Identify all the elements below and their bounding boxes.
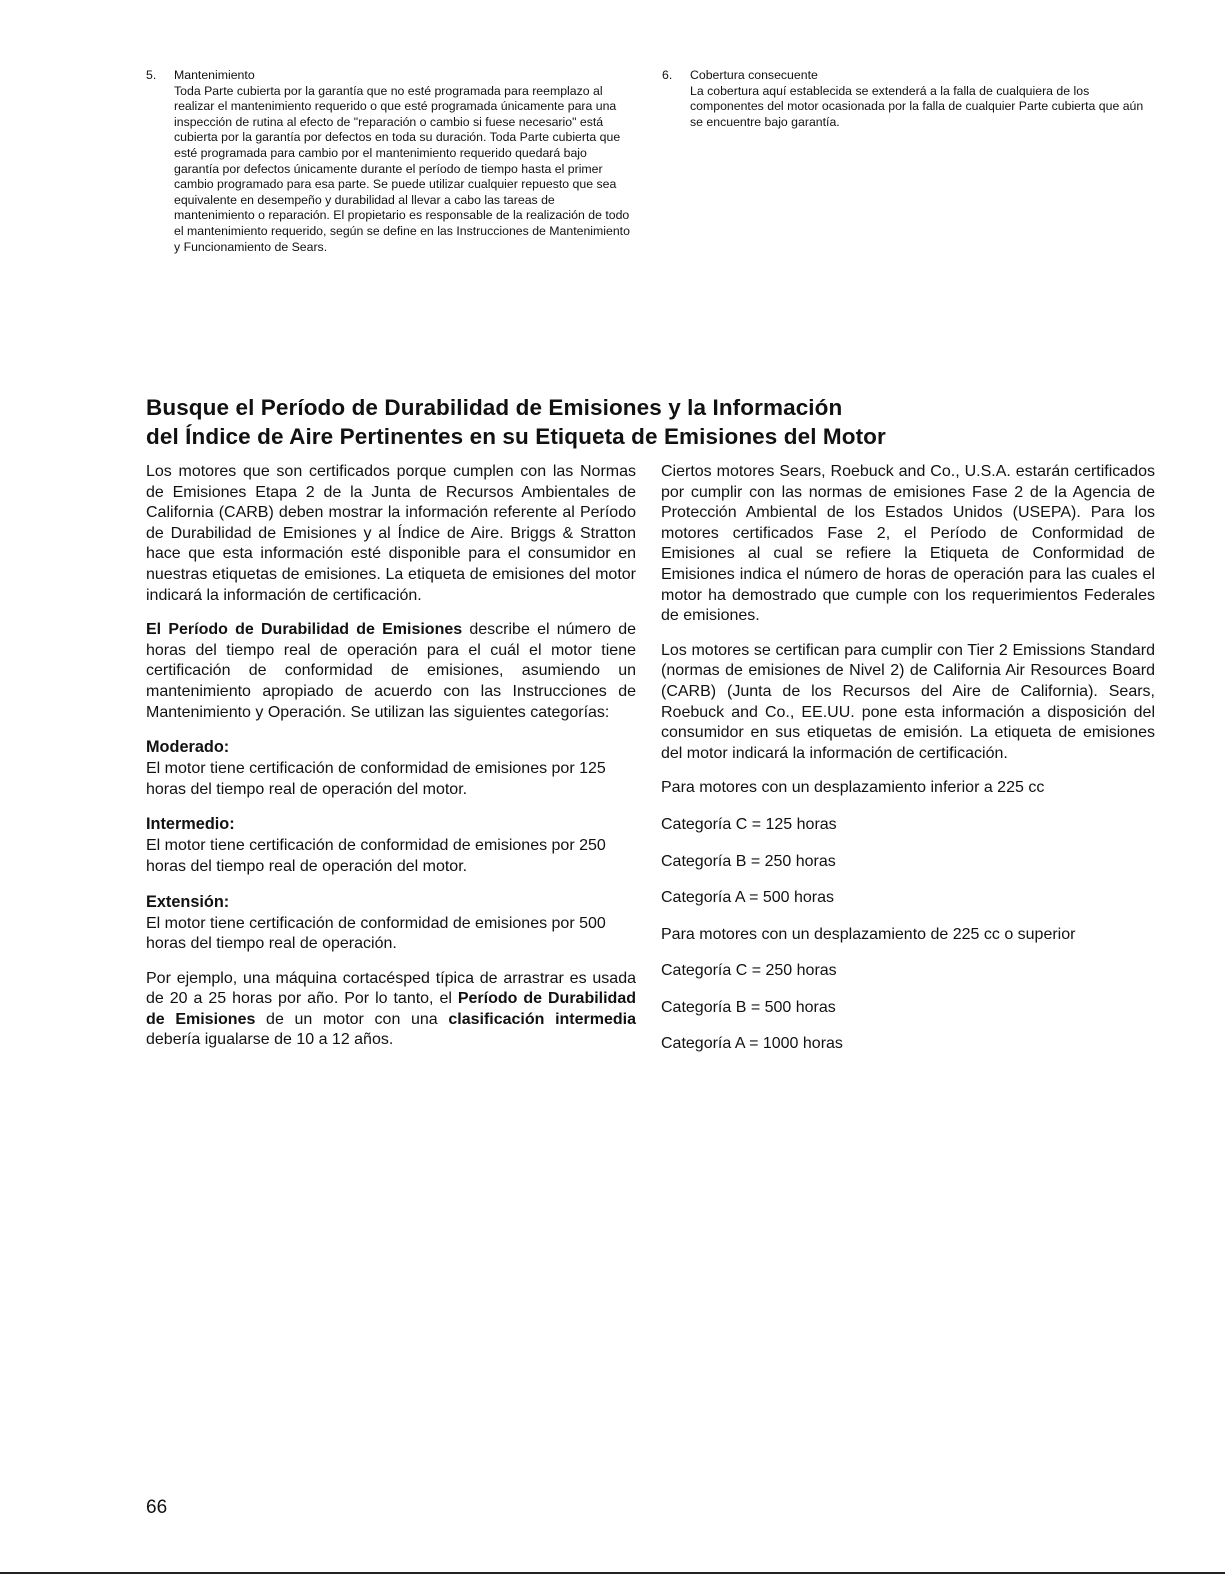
example-text-c: debería igualarse de 10 a 12 años. xyxy=(146,1031,394,1049)
left-column xyxy=(146,462,636,1065)
durability-period-term: El Período de Durabilidad de Emisiones xyxy=(146,621,463,639)
durability-period-paragraph xyxy=(146,620,636,723)
moderate-text: El motor tiene certificación de conformidad de emisiones por 125 horas del tiempo real de operación del motor. xyxy=(146,760,606,798)
section-title-line-1: Busque el Período de Durabilidad de Emisiones y la Información xyxy=(146,395,843,420)
extension-text: El motor tiene certificación de conformidad de emisiones por 500 horas del tiempo real de operación. xyxy=(146,914,606,953)
item-number: 5. xyxy=(146,68,157,82)
carb-intro-paragraph: Los motores que son certificados porque cumplen con las Normas de Emisiones Etapa 2 de la Junta de Recursos Ambientales de California (CARB) deben mostrar la información referente al Período de Durabilidad de Emisiones y al Índice de Aire. Briggs & Stratton hace que esta información esté disponible para el consumidor en nuestras etiquetas de emisiones. La etiqueta de emisiones del motor indicará la información de certificación. xyxy=(146,463,636,604)
coverage-heading xyxy=(662,68,1152,84)
intermediate-text: El motor tiene certificación de conformidad de emisiones por 250 horas del tiempo real de operación del motor. xyxy=(146,837,606,875)
maintenance-heading xyxy=(146,68,631,84)
carb-tier2-paragraph: Los motores se certifican para cumplir con Tier 2 Emissions Standard (normas de emisiones de Nivel 2) de California Air Resources Board (CARB) (Junta de los Recursos del Aire de California). Sears, Roebuck and Co., EE.UU. pone esta información a disposición del consumidor en sus etiquetas de emisión. La etiqueta de emisiones del motor indicará la información de certificación. xyxy=(661,641,1155,762)
large-displacement-heading: Para motores con un desplazamiento de 225 cc o superior xyxy=(661,925,1076,943)
small-category-b: Categoría B = 250 horas xyxy=(661,852,836,870)
coverage-body: La cobertura aquí establecida se extenderá a la falla de cualquiera de los componentes del motor ocasionada por la falla de cualquier Parte cubierta que aún se encuentre bajo garantía. xyxy=(690,83,1144,129)
page-number: 66 xyxy=(146,1497,168,1518)
large-category-b: Categoría B = 500 horas xyxy=(661,998,836,1016)
small-category-c: Categoría C = 125 horas xyxy=(661,815,837,833)
example-text-b: de un motor con una xyxy=(255,1010,449,1028)
example-bold-term-1: Período de Durabilidad de Emisiones xyxy=(146,990,636,1028)
example-text-a: Por ejemplo, una máquina cortacésped típica de arrastrar es usada de 20 a 25 horas por año. Por lo tanto, el xyxy=(146,969,636,1008)
moderate-heading: Moderado: xyxy=(146,738,230,757)
small-category-a: Categoría A = 500 horas xyxy=(661,889,835,907)
small-displacement-heading: Para motores con un desplazamiento inferior a 225 cc xyxy=(661,779,1045,797)
right-column xyxy=(661,462,1155,1071)
intermediate-heading: Intermedio: xyxy=(146,815,235,834)
bottom-rule xyxy=(0,1572,1225,1574)
item-number: 6. xyxy=(662,68,673,82)
usepa-paragraph: Ciertos motores Sears, Roebuck and Co., U.S.A. estarán certificados por cumplir con las normas de emisiones Fase 2 de la Agencia de Protección Ambiental de los Estados Unidos (USEPA). Para los motores certificados Fase 2, el Período de Conformidad de Emisiones al cual se refiere la Etiqueta de Conformidad de Emisiones indica el número de horas de operación para las cuales el motor ha demostrado que cumple con los requerimientos Federales de emisiones. xyxy=(661,463,1155,625)
large-category-c: Categoría C = 250 horas xyxy=(661,962,837,980)
item-heading: Cobertura consecuente xyxy=(690,68,818,82)
durability-period-text: describe el número de horas del tiempo real de operación para el cuál el motor tiene certificación de conformidad de emisiones, asumiendo un mantenimiento apropiado de acuerdo con las Instrucciones de Mantenimiento y Operación. Se utilizan las siguientes categorías: xyxy=(146,621,636,721)
section-title xyxy=(146,393,1146,451)
extension-heading: Extensión: xyxy=(146,892,230,911)
consequential-coverage-section xyxy=(662,68,1152,130)
example-paragraph xyxy=(146,969,636,1051)
section-title-line-2: del Índice de Aire Pertinentes en su Etiqueta de Emisiones del Motor xyxy=(146,424,886,449)
large-category-a: Categoría A = 1000 horas xyxy=(661,1035,843,1053)
example-bold-term-2: clasificación intermedia xyxy=(448,1010,637,1028)
maintenance-body: Toda Parte cubierta por la garantía que no esté programada para reemplazo al realizar el mantenimiento requerido o que esté programada únicamente para una inspección de rutina al efecto de "reparación o cambio si fuese necesario" está cubierta por la garantía por defectos en toda su duración. Toda Parte cubierta que esté programada para cambio por el mantenimiento requerido quedará bajo garantía por defectos únicamente durante el período de tiempo hasta el primer cambio programado para esa parte. Se puede utilizar cualquier repuesto que sea equivalente en desempeño y durabilidad al llevar a cabo las tareas de mantenimiento o reparación. El propietario es responsable de la realización de todo el mantenimiento requerido, según se define en las Instrucciones de Mantenimiento y Funcionamiento de Sears. xyxy=(174,83,630,254)
maintenance-section xyxy=(146,68,631,255)
item-heading: Mantenimiento xyxy=(174,68,255,82)
